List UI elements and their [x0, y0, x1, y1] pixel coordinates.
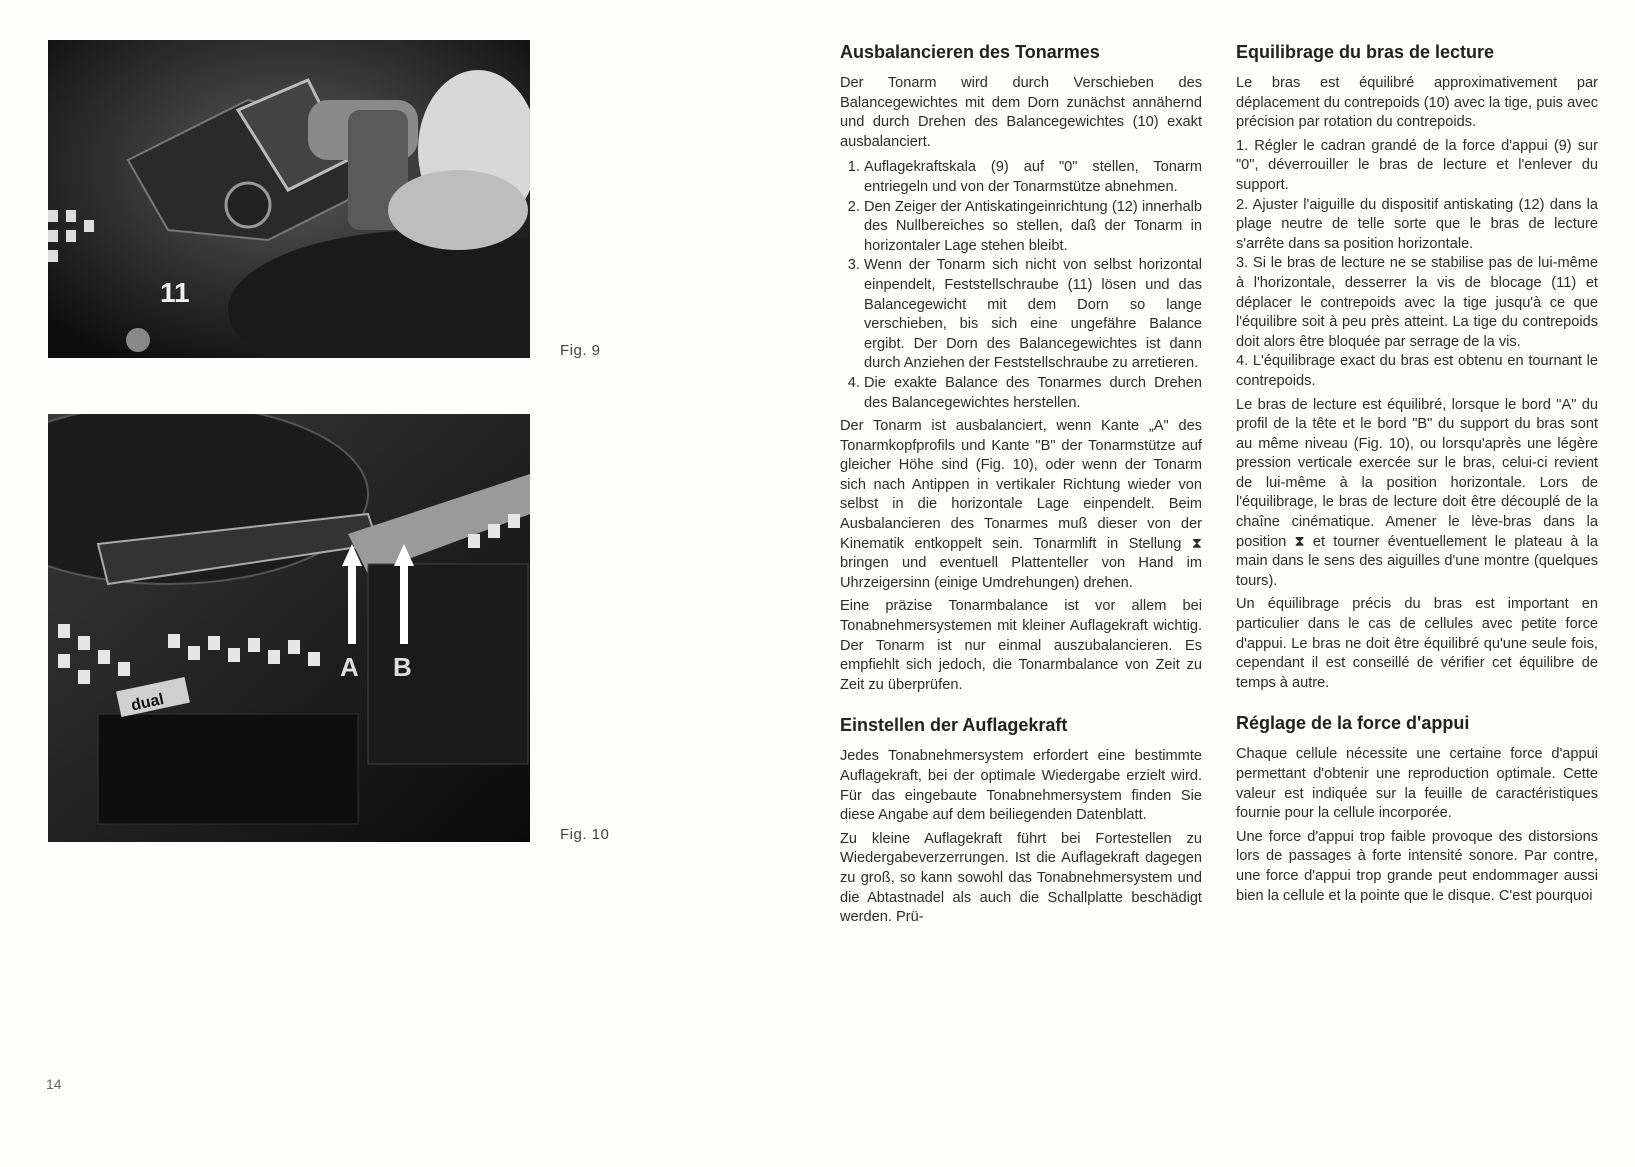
fr-section1-para2: Un équilibrage précis du bras est important en particulier dans le cas de cellules avec petite force d'appui. Le bras ne doit être équilibré qu'une seule fois, cependant il est conseillé de vérifier cet équilibre de temps à autre.	[1236, 596, 1598, 691]
dual-logo: dual	[129, 691, 166, 715]
de-section1-intro: Der Tonarm wird durch Verschieben des Balancegewichtes mit dem Dorn zunächst annähernd und durch Drehen des Balancegewichtes (10) exakt ausbalanciert.	[840, 75, 1202, 150]
de-steps-list	[840, 158, 1202, 413]
figure-10-label-a: A	[340, 652, 359, 682]
figure-10-illustration	[48, 414, 530, 842]
fr-step: 2. Ajuster l'aiguille du dispositif antiskating (12) dans la plage neutre de telle sorte que le bras de lecture s'arrête dans sa position horizontale.	[1236, 196, 1598, 252]
fr-section1-title: Equilibrage du bras de lecture	[1236, 42, 1495, 62]
fr-section2-para1: Chaque cellule nécessite une certaine force d'appui permettant d'obtenir une reproduction optimale. Cette valeur est indiquée sur la feuille de caractéristiques fournie pour la cellule incorporée.	[1236, 746, 1598, 822]
de-section2-para2: Zu kleine Auflagekraft führt bei Fortestellen zu Wiedergabeverzerrungen. Ist die Auflagekraft dagegen zu groß, so kann sowohl das Tonabnehmersystem und die Abtastnadel als auch die Schallplatte beschädigt werden. Prü-	[840, 830, 1202, 926]
fr-section2-title: Réglage de la force d'appui	[1236, 713, 1470, 734]
page-number: 14	[46, 1076, 62, 1092]
figure-9-caption: Fig. 9	[560, 342, 601, 359]
figure-10-photo	[48, 414, 530, 842]
de-step: 3. Wenn der Tonarm sich nicht von selbst horizontal einpendelt, Feststellschraube (11) lösen und das Balancegewicht mit dem Dorn so lange verschieben, bis sich eine ungefähre Balance ergibt. Der Dorn des Balancegewichtes ist dann durch Anziehen der Feststellschraube zu arretieren.	[864, 256, 1202, 374]
de-step: 1. Auflagekraftskala (9) auf "0" stellen, Tonarm entriegeln und von der Tonarmstütze abnehmen.	[864, 158, 1202, 197]
fr-step: 3. Si le bras de lecture ne se stabilise pas de lui-même à l'horizontale, desserrer la vis de blocage (11) et déplacer le contrepoids avec la tige jusqu'à ce que l'équilibre soit à peu près atteint. La tige du contrepoids doit alors être bloquée par serrage de la vis.	[1236, 255, 1598, 350]
de-section2-para1: Jedes Tonabnehmersystem erfordert eine bestimmte Auflagekraft, bei der optimale Wiedergabe erzielt wird. Für das eingebaute Tonabnehmersystem finden Sie diese Angabe auf dem beiliegenden Datenblatt.	[840, 748, 1202, 824]
figure-9-label-11: 11	[160, 277, 190, 308]
fr-section1-intro: Le bras est équilibré approximativement par déplacement du contrepoids (10) avec la tige, puis avec précision par rotation du contrepoids.	[1236, 75, 1598, 131]
figure-9-illustration	[48, 40, 530, 358]
german-column	[840, 40, 1202, 932]
fr-section2-para2: Une force d'appui trop faible provoque des distorsions lors de passages à forte intensité sonore. Par contre, une force d'appui trop grande peut endommager aussi bien la cellule et la pointe que le disque. C'est pourquoi	[1236, 828, 1598, 904]
de-section1-para1: Der Tonarm ist ausbalanciert, wenn Kante „A" des Tonarmkopfprofils und Kante "B" der Tonarmstütze auf gleicher Höhe sind (Fig. 10), oder wenn der Tonarm sich nach Antippen in vertikaler Richtung wieder von selbst in die horizontale Lage einpendelt. Beim Ausbalancieren des Tonarmes muß dieser von der Kinematik entkoppelt sein. Tonarmlift in Stellung ⧗ bringen und eventuell Plattenteller von Hand im Uhrzeigersinn (einige Umdrehungen) drehen.	[840, 418, 1202, 591]
french-column	[1236, 40, 1598, 910]
de-step: 4. Die exakte Balance des Tonarmes durch Drehen des Balancegewichtes herstellen.	[864, 374, 1202, 413]
figure-10-caption: Fig. 10	[560, 826, 610, 843]
de-section2-title: Einstellen der Auflagekraft	[840, 715, 1068, 736]
fr-step: 1. Régler le cadran grandé de la force d'appui (9) sur "0", déverrouiller le bras de lecture et l'enlever du support.	[1236, 137, 1598, 193]
figure-10-label-b: B	[393, 652, 412, 682]
de-step: 2. Den Zeiger der Antiskatingeinrichtung (12) innerhalb des Nullbereiches so stellen, daß der Tonarm in horizontaler Lage stehen bleibt.	[864, 198, 1202, 257]
fr-step: 4. L'équilibrage exact du bras est obtenu en tournant le contrepoids.	[1236, 353, 1598, 389]
de-section1-title: Ausbalancieren des Tonarmes	[840, 42, 1100, 62]
figure-9-photo	[48, 40, 530, 358]
fr-section1-para1: Le bras de lecture est équilibré, lorsque le bord "A" du profil de la tête et le bord "B" du support du bras sont au même niveau (Fig. 10), ou lorsqu'après une légère pression verticale exercée sur le bras, celui-ci revient de lui-même à la position horizontale. Lors de l'équilibrage, le bras de lecture doit être découplé de la chaîne cinématique. Amener le lève-bras dans la position ⧗ et tourner éventuellement le plateau à la main dans le sens des aiguilles d'une montre (quelques tours).	[1236, 396, 1598, 589]
de-section1-para2: Eine präzise Tonarmbalance ist vor allem bei Tonabnehmersystemen mit kleiner Auflagekraft wichtig. Der Tonarm ist nur einmal auszubalancieren. Es empfiehlt sich jedoch, die Tonarmbalance von Zeit zu Zeit zu überprüfen.	[840, 598, 1202, 693]
